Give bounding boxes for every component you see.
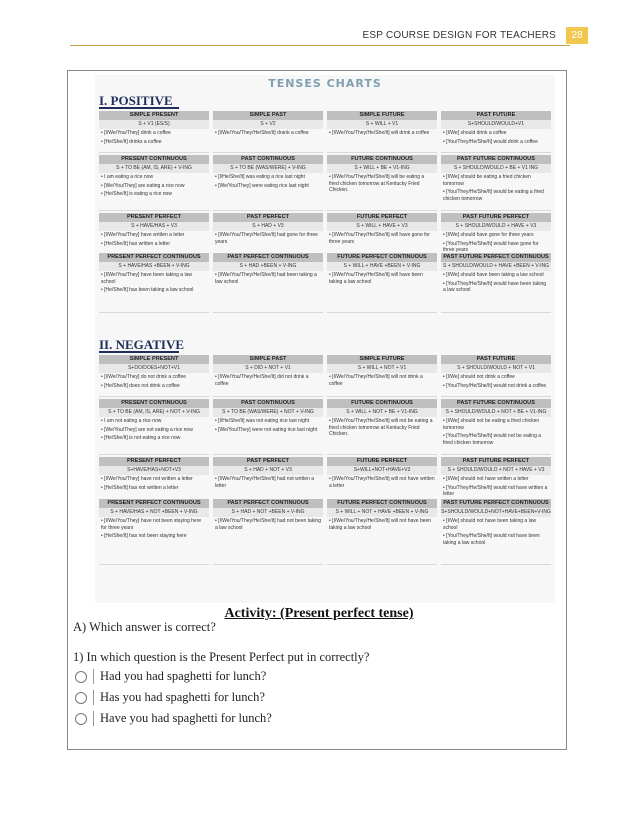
- tense-cell: [99, 399, 209, 455]
- tense-example: • [You/They/He/She/It] would not be eating a fried chicken tomorrow: [443, 433, 542, 446]
- tense-example: • [I/We] should not have been taking a law school: [443, 518, 537, 531]
- tense-cell: [441, 155, 551, 211]
- tense-name: SIMPLE PAST: [213, 355, 323, 364]
- tense-formula: S + TO BE (AM, IS, ARE) + NOT + V-ING: [99, 408, 209, 417]
- tense-cell: [213, 399, 323, 455]
- tense-formula: S+WILL+NOT+HAVE+V3: [327, 466, 437, 475]
- tense-cell: [327, 155, 437, 211]
- tenses-chart-image: [95, 75, 555, 603]
- activity-title: Activity: (Present perfect tense): [224, 606, 414, 621]
- page-header: [0, 27, 638, 49]
- tense-name: FUTURE PERFECT CONTINUOUS: [327, 253, 437, 262]
- tense-example: • [We/You/They] are eating a rice now: [101, 182, 185, 189]
- tense-name: PAST PERFECT CONTINUOUS: [213, 253, 323, 262]
- tense-example: • [You/They/He/She/It] would have gone for three years: [443, 240, 539, 253]
- tense-cell: [441, 499, 551, 565]
- tense-cell: [441, 213, 551, 256]
- header-rule: [70, 45, 570, 46]
- tense-formula: S + V2: [213, 120, 323, 129]
- tense-example: • [He/She/It] has been taking a law school: [101, 287, 194, 293]
- tense-name: PAST FUTURE: [441, 111, 551, 120]
- tense-example: • [I/We] should have gone for three years: [443, 232, 534, 238]
- tense-example: • [We/You/They] were not eating rice last night: [215, 426, 318, 433]
- tense-example: • [I/We/You/They] drink a coffee: [101, 130, 171, 136]
- answer-option[interactable]: [75, 669, 266, 684]
- tense-cell: [99, 213, 209, 256]
- tense-row: [99, 399, 551, 455]
- tense-name: PAST PERFECT CONTINUOUS: [213, 499, 323, 508]
- activity-instruction: A) Which answer is correct?: [73, 620, 216, 634]
- tense-example: • I am not eating a rice now: [101, 418, 162, 424]
- tense-example: • [I/We/You/They] have not been staying here for three years: [101, 518, 202, 531]
- tense-row: [99, 499, 551, 565]
- tense-example: • [I/He/She/It] was not eating rice last night: [215, 418, 310, 424]
- tense-cell: [441, 399, 551, 455]
- tense-example: • [I/We/You/They/He/She/It] drank a coffee: [215, 130, 309, 136]
- chart-title: TENSES CHARTS: [268, 77, 382, 90]
- tense-example: • [I/We/You/They/He/She/It] will not drink a coffee: [329, 374, 423, 387]
- tense-name: PRESENT CONTINUOUS: [99, 155, 209, 164]
- tense-formula: S + WILL + V1: [327, 120, 437, 129]
- tense-cell: [327, 399, 437, 455]
- tense-formula: S + HAVE/HAS + V3: [99, 222, 209, 231]
- tense-cell: [327, 213, 437, 256]
- tense-formula: S + SHOULD/WOULD + HAVE +BEEN + V-ING: [442, 263, 550, 269]
- tense-formula: S + WILL + HAVE + V3: [327, 222, 437, 231]
- tense-example: • [He/She/It] drinks a coffee: [101, 138, 162, 145]
- tense-name: FUTURE CONTINUOUS: [327, 399, 437, 408]
- tense-name: PRESENT CONTINUOUS: [99, 399, 209, 408]
- tense-example: • [I/We] should be eating a fried chicken tomorrow: [443, 174, 531, 187]
- tense-example: • [I/We] should not drink a coffee: [443, 374, 515, 380]
- page-number: 28: [566, 27, 588, 44]
- tense-formula: S + SHOULD/WOULD + NOT + HAVE + V3: [441, 466, 551, 475]
- section-heading: I. POSITIVE: [99, 93, 173, 108]
- tense-example: • [I/We] should not have written a letter: [443, 476, 529, 482]
- tense-example: • [He/She/It] is not eating a rice now: [101, 435, 181, 441]
- tense-formula: S + TO BE (WAS/WERE) + V-ING: [213, 164, 323, 173]
- tense-cell: [327, 253, 437, 313]
- tense-example: • [I/We/You/They/He/She/It] will have been taking a law school: [329, 272, 423, 285]
- tense-formula: S + DID + NOT + V1: [213, 364, 323, 373]
- tense-example: • [He/She/It] does not drink a coffee: [101, 382, 180, 389]
- section-heading: II. NEGATIVE: [99, 337, 185, 352]
- tense-example: • [I/We/You/They/He/She/It] will be eating a fried chicken tomorrow at Kentucky Fried Chicken.: [329, 174, 425, 193]
- tense-name: PAST FUTURE PERFECT CONTINUOUS: [441, 499, 551, 508]
- tense-row: [99, 457, 551, 497]
- tense-example: • [I/We/You/They/He/She/It] had not written a letter: [215, 476, 315, 489]
- tense-example: • [I/We/You/They/He/She/It] will have gone for three years: [329, 232, 430, 245]
- tense-name: FUTURE PERFECT CONTINUOUS: [327, 499, 437, 508]
- section-rule: [99, 351, 179, 353]
- tense-example: • [I/He/She/It] was eating a rice last night: [215, 174, 305, 180]
- tense-name: PRESENT PERFECT: [99, 457, 209, 466]
- answer-option[interactable]: [75, 711, 272, 726]
- tense-example: • [You/They/He/She/It] would not have written a letter: [443, 484, 548, 497]
- tense-example: • [I/We/You/They] have written a letter: [101, 232, 185, 238]
- tense-name: PAST PERFECT: [213, 213, 323, 222]
- tense-name: PAST FUTURE PERFECT CONTINUOUS: [441, 253, 551, 262]
- tense-formula: S + WILL + NOT + V1: [327, 364, 437, 373]
- tense-example: • [I/We/You/They/He/She/It] will not have been taking a law school: [329, 518, 432, 531]
- tense-name: PAST FUTURE: [441, 355, 551, 364]
- tense-example: • [I/We/You/They/He/She/It] had gone for three years: [215, 232, 318, 245]
- question-text: 1) In which question is the Present Perfect put in correctly?: [73, 650, 370, 664]
- tense-cell: [99, 253, 209, 313]
- tense-formula: S+SHOULD/WOULD+NOT+HAVE+BEEN+V-ING: [441, 509, 551, 515]
- tense-formula: S + SHOULD/WOULD + HAVE + V3: [441, 222, 551, 231]
- tense-name: SIMPLE FUTURE: [327, 355, 437, 364]
- tense-example: • [I/We/You/They/He/She/It] had not been taking a law school: [215, 518, 321, 531]
- tense-name: SIMPLE PRESENT: [99, 355, 209, 364]
- tense-row: [99, 155, 551, 211]
- header-title: ESP COURSE DESIGN FOR TEACHERS: [362, 30, 556, 41]
- tense-example: • [We/You/They] were eating rice last night: [215, 182, 309, 189]
- tense-cell: [99, 155, 209, 211]
- radio-button[interactable]: [75, 692, 87, 704]
- radio-button[interactable]: [75, 713, 87, 725]
- tense-cell: [213, 457, 323, 500]
- tense-name: FUTURE PERFECT: [327, 213, 437, 222]
- tense-formula: S + SHOULD/WOULD + BE + V1 ING: [441, 164, 551, 173]
- radio-button[interactable]: [75, 671, 87, 683]
- tense-cell: [213, 155, 323, 211]
- tense-formula: S + HAD + NOT + V3: [213, 466, 323, 475]
- tense-example: • [I/We] should have been taking a law school: [443, 272, 544, 278]
- tense-cell: [99, 355, 209, 397]
- tense-formula: S+HAVE/HAS+NOT+V3: [99, 466, 209, 475]
- tense-row: [99, 111, 551, 153]
- tense-formula: S+SHOULD/WOULD+V1: [441, 120, 551, 129]
- tense-cell: [99, 457, 209, 500]
- tense-example: • [You/They/He/She/It] would have been taking a law school: [443, 280, 547, 293]
- tense-cell: [213, 111, 323, 153]
- tense-name: PRESENT PERFECT CONTINUOUS: [99, 499, 209, 508]
- option-label: Had you had spaghetti for lunch?: [93, 669, 266, 684]
- tense-cell: [441, 253, 551, 313]
- tense-name: PAST FUTURE CONTINUOUS: [441, 399, 551, 408]
- tense-name: SIMPLE FUTURE: [327, 111, 437, 120]
- tense-cell: [213, 499, 323, 565]
- tense-formula: S + HAD + V3: [213, 222, 323, 231]
- tense-cell: [327, 355, 437, 397]
- tense-example: • [He/She/It] has written a letter: [101, 240, 171, 247]
- tense-name: PRESENT PERFECT CONTINUOUS: [99, 253, 209, 262]
- tense-example: • [You/They/He/She/It] would not drink a coffee: [443, 382, 547, 389]
- tense-cell: [99, 499, 209, 565]
- tense-example: • [I/We] should not be eating a fried chicken tomorrow: [443, 418, 540, 431]
- tense-formula: S + V1 (ES/S): [99, 120, 209, 129]
- tense-formula: S + WILL + NOT + HAVE +BEEN + V-ING: [327, 508, 437, 517]
- tense-cell: [213, 253, 323, 313]
- tense-cell: [327, 499, 437, 565]
- tense-example: • [I/We/You/They/He/She/It] will not be eating a fried chicken tomorrow at Kentucky Fried Chicken.: [329, 418, 433, 437]
- tense-name: PAST PERFECT: [213, 457, 323, 466]
- tense-example: • [You/They/He/She/It] would drink a coffee: [443, 138, 538, 145]
- tense-name: SIMPLE PAST: [213, 111, 323, 120]
- tense-cell: [213, 213, 323, 256]
- tense-cell: [327, 111, 437, 153]
- tense-example: • [He/She/It] is eating a rice now: [101, 191, 172, 197]
- tense-example: • [We/You/They] are not eating a rice now: [101, 426, 193, 433]
- tense-example: • [I/We/You/They/He/She/It] will not have written a letter: [329, 476, 435, 489]
- tense-row: [99, 355, 551, 397]
- tense-example: • [I/We] should drink a coffee: [443, 130, 507, 136]
- tense-name: FUTURE PERFECT: [327, 457, 437, 466]
- tense-example: • [I/We/You/They] do not drink a coffee: [101, 374, 187, 380]
- section-rule: [99, 107, 179, 109]
- tense-name: FUTURE CONTINUOUS: [327, 155, 437, 164]
- tense-example: • [I/We/You/They/He/She/It] had been taking a law school: [215, 272, 317, 285]
- tense-example: • I am eating a rice now: [101, 174, 154, 180]
- tense-name: PAST FUTURE PERFECT: [441, 457, 551, 466]
- tense-formula: S + HAD +BEEN + V-ING: [213, 262, 323, 271]
- tense-row: [99, 253, 551, 313]
- tense-cell: [327, 457, 437, 500]
- tense-cell: [213, 355, 323, 397]
- tense-name: PAST CONTINUOUS: [213, 155, 323, 164]
- tense-formula: S + WILL + BE + V1-ING: [327, 164, 437, 173]
- option-label: Have you had spaghetti for lunch?: [93, 711, 272, 726]
- answer-option[interactable]: [75, 690, 265, 705]
- tense-formula: S + SHOULD/WOULD + NOT + V1: [441, 364, 551, 373]
- tense-example: • [I/We/You/They/He/She/It] will drink a coffee: [329, 130, 430, 136]
- tense-example: • [You/They/He/She/It] would not have been taking a law school: [443, 533, 540, 546]
- tense-example: • [I/We/You/They] have not written a letter: [101, 476, 193, 482]
- tense-formula: S + TO BE (WAS/WERE) + NOT + V-ING: [213, 408, 323, 417]
- tense-formula: S+DO/DOES+NOT+V1: [99, 364, 209, 373]
- tense-formula: S + HAD + NOT +BEEN + V-ING: [213, 508, 323, 517]
- tense-formula: S + WILL + HAVE +BEEN + V-ING: [327, 262, 437, 271]
- tense-example: • [He/She/It] has not been staying here: [101, 533, 187, 539]
- tense-cell: [441, 111, 551, 153]
- tense-example: • [He/She/It] has not written a letter: [101, 484, 179, 491]
- tense-formula: S + WILL + NOT + BE + V1-ING: [327, 408, 437, 417]
- tense-name: PAST FUTURE CONTINUOUS: [441, 155, 551, 164]
- tense-cell: [441, 355, 551, 397]
- option-label: Has you had spaghetti for lunch?: [93, 690, 265, 705]
- tense-formula: S + TO BE (AM, IS, ARE) + V-ING: [99, 164, 209, 173]
- tense-cell: [441, 457, 551, 500]
- tense-name: PAST CONTINUOUS: [213, 399, 323, 408]
- tense-name: PAST FUTURE PERFECT: [441, 213, 551, 222]
- tense-formula: S + HAVE/HAS + NOT +BEEN + V-ING: [99, 508, 209, 517]
- tense-cell: [99, 111, 209, 153]
- tense-name: PRESENT PERFECT: [99, 213, 209, 222]
- tense-formula: S + HAVE/HAS +BEEN + V-ING: [99, 262, 209, 271]
- tense-example: • [I/We/You/They/He/She/It] did not drink a coffee: [215, 374, 309, 387]
- tense-example: • [I/We/You/They] have been taking a law school: [101, 272, 192, 285]
- tense-name: SIMPLE PRESENT: [99, 111, 209, 120]
- tense-formula: S + SHOULD/WOULD + NOT + BE + V1-ING: [441, 408, 551, 417]
- tense-row: [99, 213, 551, 251]
- tense-example: • [You/They/He/She/It] would be eating a fried chicken tomorrow: [443, 189, 544, 202]
